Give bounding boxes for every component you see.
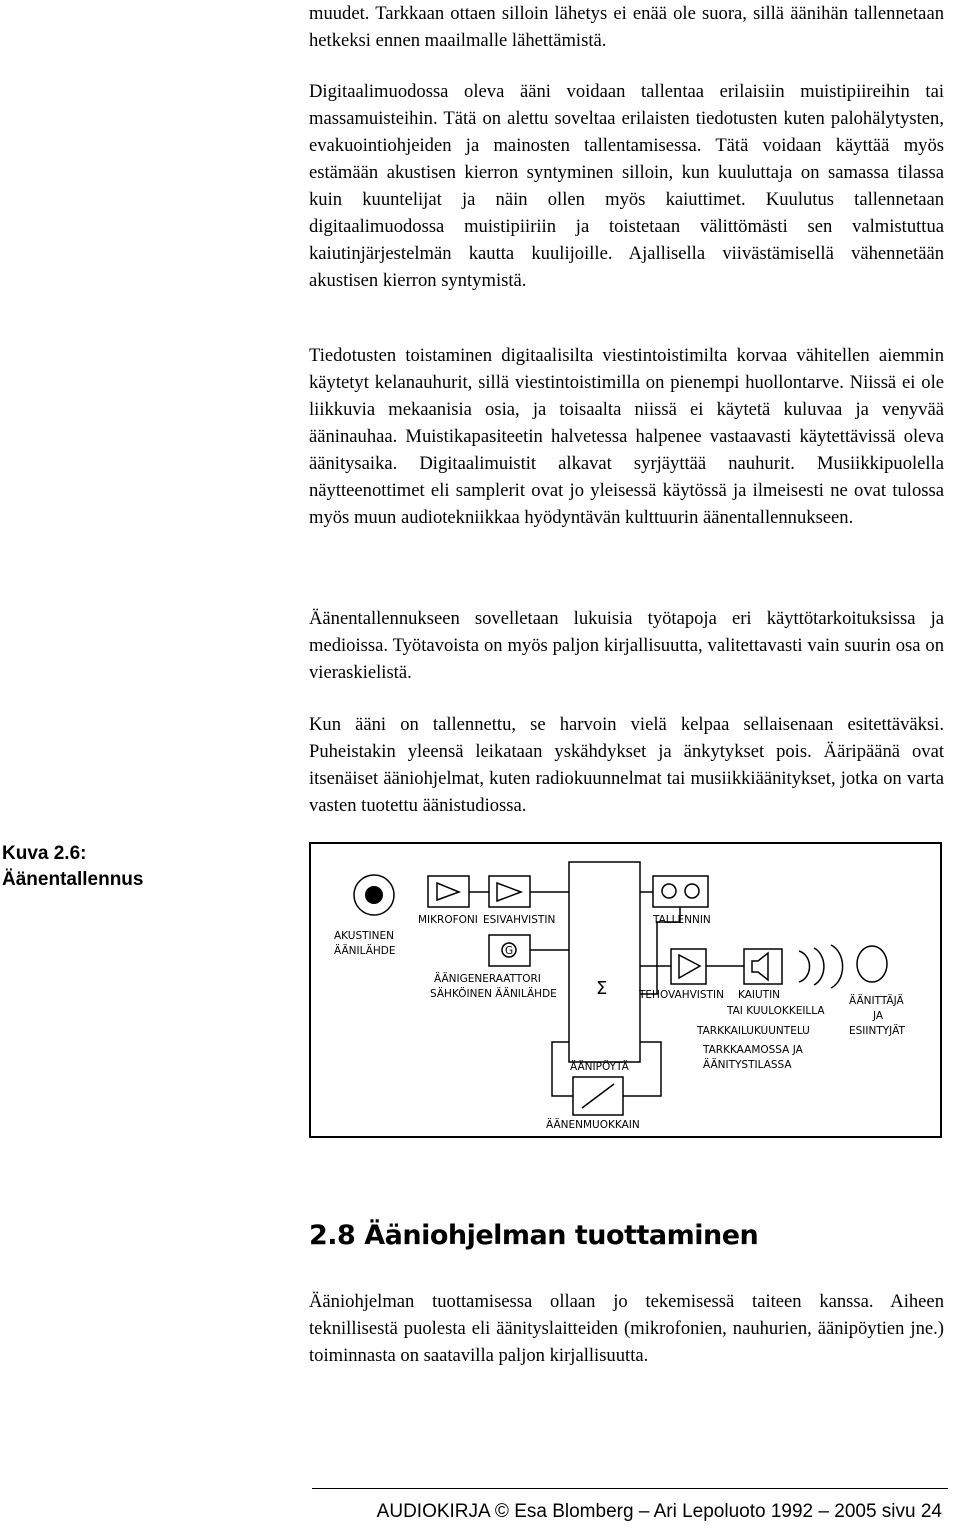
listener-ear-icon bbox=[857, 946, 887, 982]
label-tarkkaamossa: TARKKAAMOSSA JA bbox=[703, 1044, 803, 1056]
microphone-icon bbox=[428, 876, 469, 907]
mixer-box bbox=[569, 862, 640, 1062]
label-kaiutin: KAIUTIN bbox=[738, 989, 781, 1001]
label-esivahvistin: ESIVAHVISTIN bbox=[483, 914, 556, 926]
label-tehovahvistin: TEHOVAHVISTIN bbox=[639, 989, 724, 1001]
recording-diagram-svg bbox=[311, 844, 944, 1140]
label-aanitystilassa: ÄÄNITYSTILASSA bbox=[703, 1059, 792, 1071]
paragraph-4-text: Äänentallennukseen sovelletaan lukuisia työtapoja eri käyttötarkoituksissa ja medioissa. Työtavoista on myös paljon kirjallisuutta, valitettavasti vain suurin osa on vieraskielistä. bbox=[309, 608, 944, 683]
recorder-icon bbox=[653, 876, 708, 907]
paragraph-2 bbox=[309, 78, 944, 294]
paragraph-4 bbox=[309, 605, 944, 686]
paragraph-3 bbox=[309, 342, 944, 531]
label-ja: JA bbox=[873, 1010, 884, 1022]
speaker-box bbox=[744, 949, 782, 984]
label-akustinen: AKUSTINEN bbox=[334, 930, 394, 942]
page-footer: AUDIOKIRJA © Esa Blomberg – Ari Lepoluoto 1992 – 2005 sivu 24 bbox=[376, 1501, 942, 1522]
sound-wave-2-icon bbox=[814, 948, 824, 985]
paragraph-1-text: muudet. Tarkkaan ottaen silloin lähetys ei enää ole suora, sillä äänihän tallennetaan hetkeksi ennen maailmalle lähettämistä. bbox=[309, 3, 944, 51]
recorder-reel-right-icon bbox=[685, 884, 699, 898]
section-heading: 2.8 Ääniohjelman tuottaminen bbox=[309, 1220, 759, 1251]
microphone-triangle-icon bbox=[437, 883, 459, 900]
paragraph-2-text: Digitaalimuodossa oleva ääni voidaan tallentaa erilaisiin muistipiireihin tai massamuisteihin. Tätä on alettu soveltaa erilaisten tiedotusten kuten palohälytysten, evakuointiohjeiden ja mainosten tallentamisessa. Tätä voidaan käyttää myös estämään akustisen kierron syntyminen silloin, kun kuuluttaja on samassa tilassa kuin kuuntelijat ja näin ollen myös kaiuttimet. Kuulutus tallennetaan digitaalimuodossa muistipiiriin ja toistetaan välittömästi sen valmistuttua kaiutinjärjestelmän kautta kuulijoille. Ajallisella viivästämisellä vähennetään akustisen kierron syntymistä. bbox=[309, 81, 944, 291]
paragraph-1 bbox=[309, 0, 944, 54]
figure-caption bbox=[2, 841, 143, 893]
sound-wave-1-icon bbox=[799, 951, 810, 982]
figure-caption-title: Äänentallennus bbox=[2, 869, 144, 890]
label-esiintyjat: ESIINTYJÄT bbox=[849, 1025, 905, 1037]
label-aanipoyta: ÄÄNIPÖYTÄ bbox=[570, 1061, 629, 1073]
preamplifier-icon bbox=[489, 876, 530, 907]
footer-rule bbox=[312, 1488, 948, 1489]
label-kuulokkeilla: TAI KUULOKKEILLA bbox=[727, 1005, 825, 1017]
recorder-reel-left-icon bbox=[662, 884, 676, 898]
paragraph-5 bbox=[309, 711, 944, 819]
figure-caption-number: Kuva 2.6: bbox=[2, 843, 87, 864]
preamplifier-triangle-icon bbox=[497, 883, 521, 901]
power-amplifier-box bbox=[671, 949, 706, 984]
label-tarkkailukuuntelu: TARKKAILUKUUNTELU bbox=[697, 1025, 810, 1037]
recording-diagram bbox=[309, 842, 942, 1138]
acoustic-source-center-icon bbox=[365, 886, 383, 904]
sound-wave-3-icon bbox=[831, 945, 843, 988]
label-mikrofoni: MIKROFONI bbox=[418, 914, 478, 926]
label-aanilahde: ÄÄNILÄHDE bbox=[334, 945, 396, 957]
label-sahkoinen: SÄHKÖINEN ÄÄNILÄHDE bbox=[430, 988, 557, 1000]
power-amplifier-triangle-icon bbox=[679, 955, 700, 978]
speaker-icon bbox=[752, 953, 768, 980]
paragraph-6-text: Ääniohjelman tuottamisessa ollaan jo tekemisessä taiteen kanssa. Aiheen teknillisestä puolesta eli äänityslaitteiden (mikrofonien, nauhurien, äänipöytien jne.) toiminnasta on saatavilla paljon kirjallisuutta. bbox=[309, 1291, 944, 1366]
label-aanittaja: ÄÄNITTÄJÄ bbox=[849, 995, 904, 1007]
label-g: G bbox=[505, 945, 514, 957]
label-aanenmuokkain: ÄÄNENMUOKKAIN bbox=[546, 1119, 640, 1131]
paragraph-6 bbox=[309, 1288, 944, 1369]
label-aanigeneraattori: ÄÄNIGENERAATTORI bbox=[434, 973, 541, 985]
label-tallennin: TALLENNIN bbox=[653, 914, 711, 926]
paragraph-3-text: Tiedotusten toistaminen digitaalisilta viestintoistimilta korvaa vähitellen aiemmin käytetyt kelanauhurit, sillä viestintoistimilla on pienempi huollontarve. Niissä ei ole liikkuvia mekaanisia osia, ja toisaalta niissä ei käytetä kuluvaa ja venyvää ääninauhaa. Muistikapasiteetin halvetessa halpenee vastaavasti käytettävissä oleva äänitysaika. Digitaalimuistit alkavat syrjäyttää nauhurit. Musiikkipuolella näytteenottimet eli samplerit ovat jo yleisessä käytössä ja ilmeisesti ne ovat tulossa myös muun audiotekniikkaa hyödyntävän kulttuurin äänentallennukseen. bbox=[309, 345, 944, 528]
label-sigma: Σ bbox=[596, 978, 608, 999]
paragraph-5-text: Kun ääni on tallennettu, se harvoin vielä kelpaa sellaisenaan esitettäväksi. Puheistakin yleensä leikataan yskähdykset ja änkytykset pois. Ääripäänä ovat itsenäiset ääniohjelmat, kuten radiokuunnelmat tai musiikkiäänitykset, jotka on varta vasten tuotettu äänistudiossa. bbox=[309, 714, 944, 816]
